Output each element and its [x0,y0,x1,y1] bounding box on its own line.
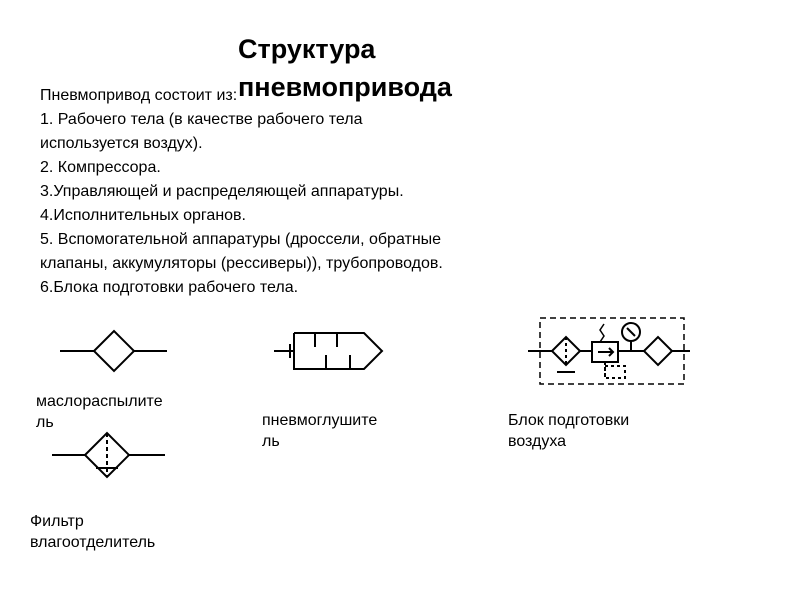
page-title: Структура пневмопривода [238,34,452,102]
list-line: 1. Рабочего тела (в качестве рабочего тела [40,111,363,128]
caption-line: ль [36,414,54,431]
filter-separator-symbol [52,433,165,477]
caption-line: пневмоглушите [262,412,378,429]
air-prep-unit-symbol [528,318,690,384]
caption-line: влагоотделитель [30,534,156,551]
lubricator-caption [36,391,216,433]
caption-line: Блок подготовки [508,412,630,429]
list-line: 2. Компрессора. [40,159,161,176]
caption-line: воздуха [508,433,567,450]
air-prep-unit-caption [508,410,708,452]
list-line: 6.Блока подготовки рабочего тела. [40,279,299,296]
lubricator-symbol [60,331,167,371]
silencer-caption [262,410,442,452]
caption-line: ль [262,433,280,450]
list-line: 3.Управляющей и распределяющей аппаратуры. [40,183,404,200]
silencer-symbol [274,333,382,369]
caption-line: Фильтр [30,513,84,530]
caption-line: маслораспылите [36,393,163,410]
list-line: используется воздух). [40,135,203,152]
list-line: 5. Вспомогательной аппаратуры (дроссели, обратные [40,231,442,248]
list-line: Пневмопривод состоит из: [40,87,238,104]
filter-separator-caption [30,511,230,553]
list-line: клапаны, аккумуляторы (рессиверы)), трубопроводов. [40,255,443,272]
list-line: 4.Исполнительных органов. [40,207,246,224]
